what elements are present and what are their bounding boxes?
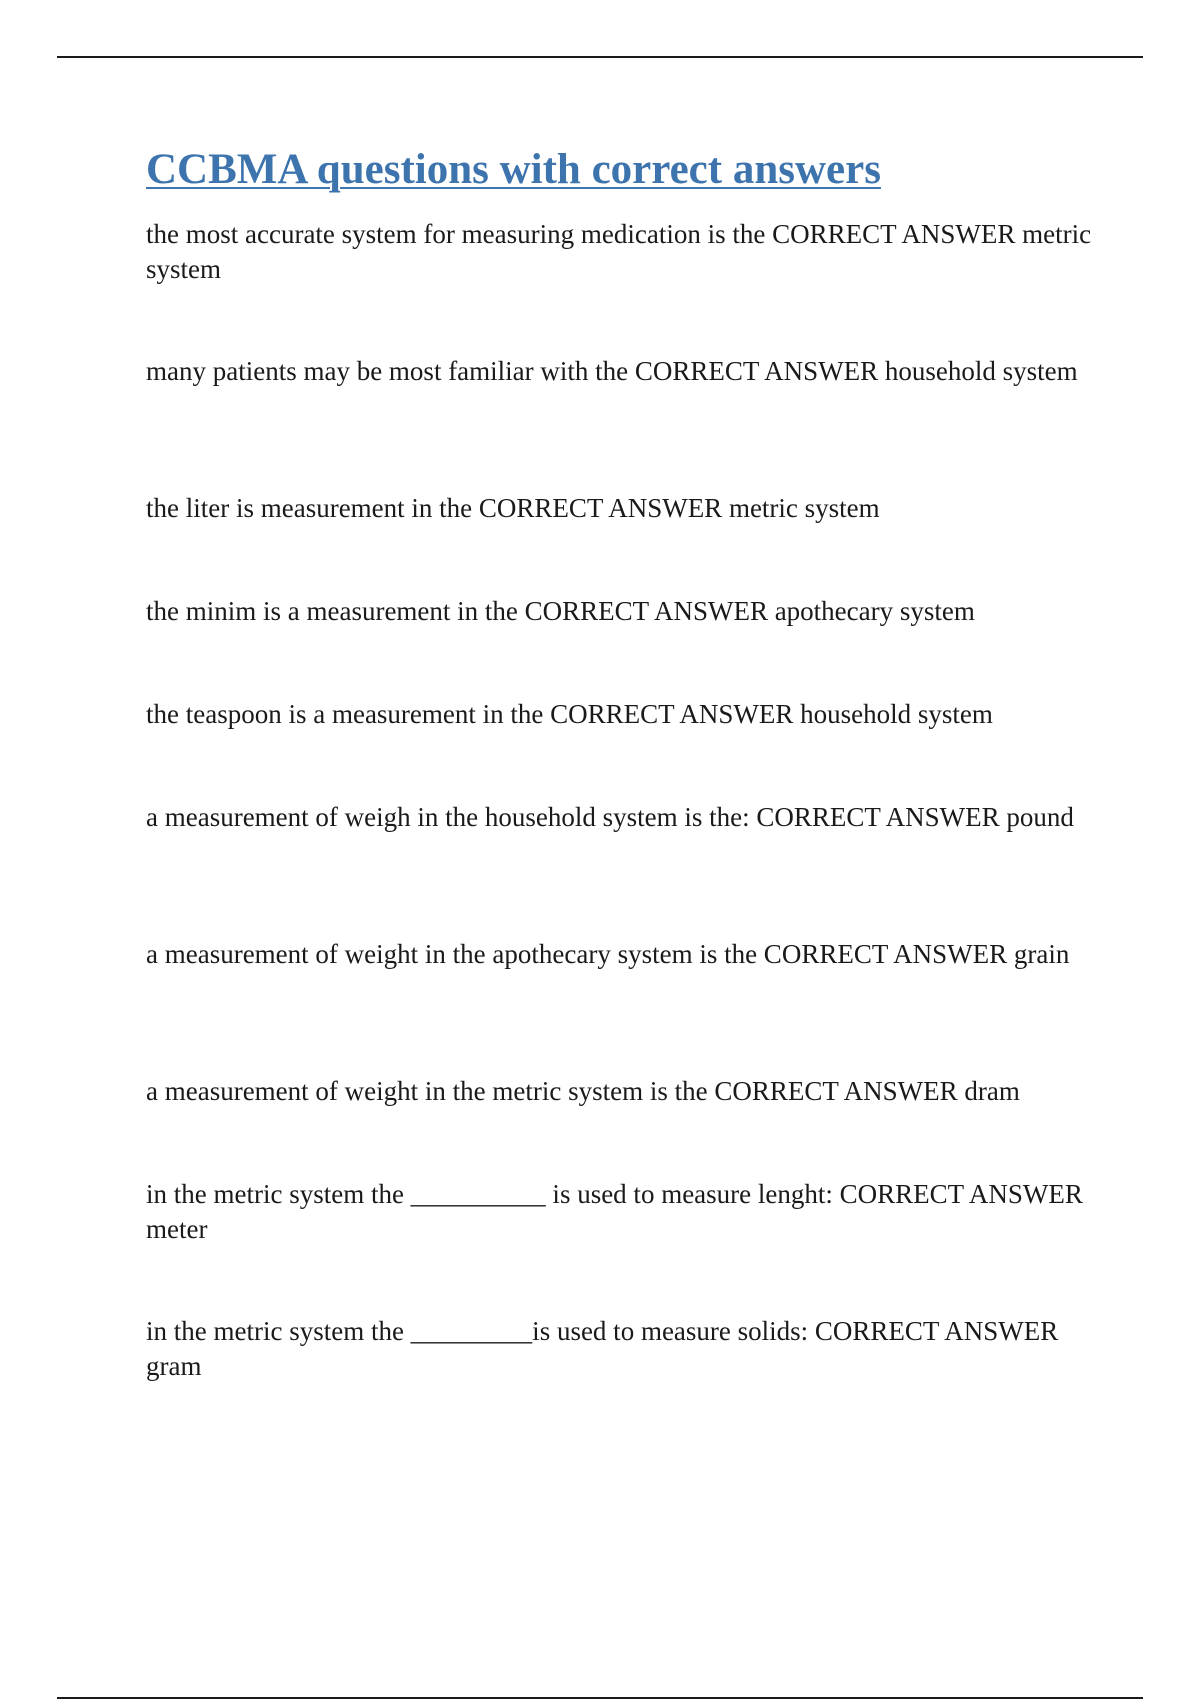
list-item: the liter is measurement in the CORRECT ANSWER metric system bbox=[146, 493, 880, 523]
question-answer-list bbox=[146, 217, 1101, 1451]
list-item: many patients may be most familiar with the CORRECT ANSWER household system bbox=[146, 356, 1078, 386]
list-item: the teaspoon is a measurement in the CORRECT ANSWER household system bbox=[146, 699, 993, 729]
header-divider bbox=[57, 56, 1143, 58]
list-item: in the metric system the _________is used to measure solids: CORRECT ANSWER gram bbox=[146, 1316, 1059, 1381]
list-item: the minim is a measurement in the CORRECT ANSWER apothecary system bbox=[146, 596, 975, 626]
footer-divider bbox=[57, 1697, 1143, 1699]
list-item: in the metric system the __________ is used to measure lenght: CORRECT ANSWER meter bbox=[146, 1179, 1083, 1244]
list-item: a measurement of weight in the apothecary system is the CORRECT ANSWER grain bbox=[146, 939, 1070, 969]
page-title: CCBMA questions with correct answers bbox=[146, 146, 881, 193]
list-item: the most accurate system for measuring medication is the CORRECT ANSWER metric system bbox=[146, 219, 1092, 284]
list-item: a measurement of weigh in the household system is the: CORRECT ANSWER pound bbox=[146, 802, 1074, 832]
list-item: a measurement of weight in the metric system is the CORRECT ANSWER dram bbox=[146, 1076, 1020, 1106]
